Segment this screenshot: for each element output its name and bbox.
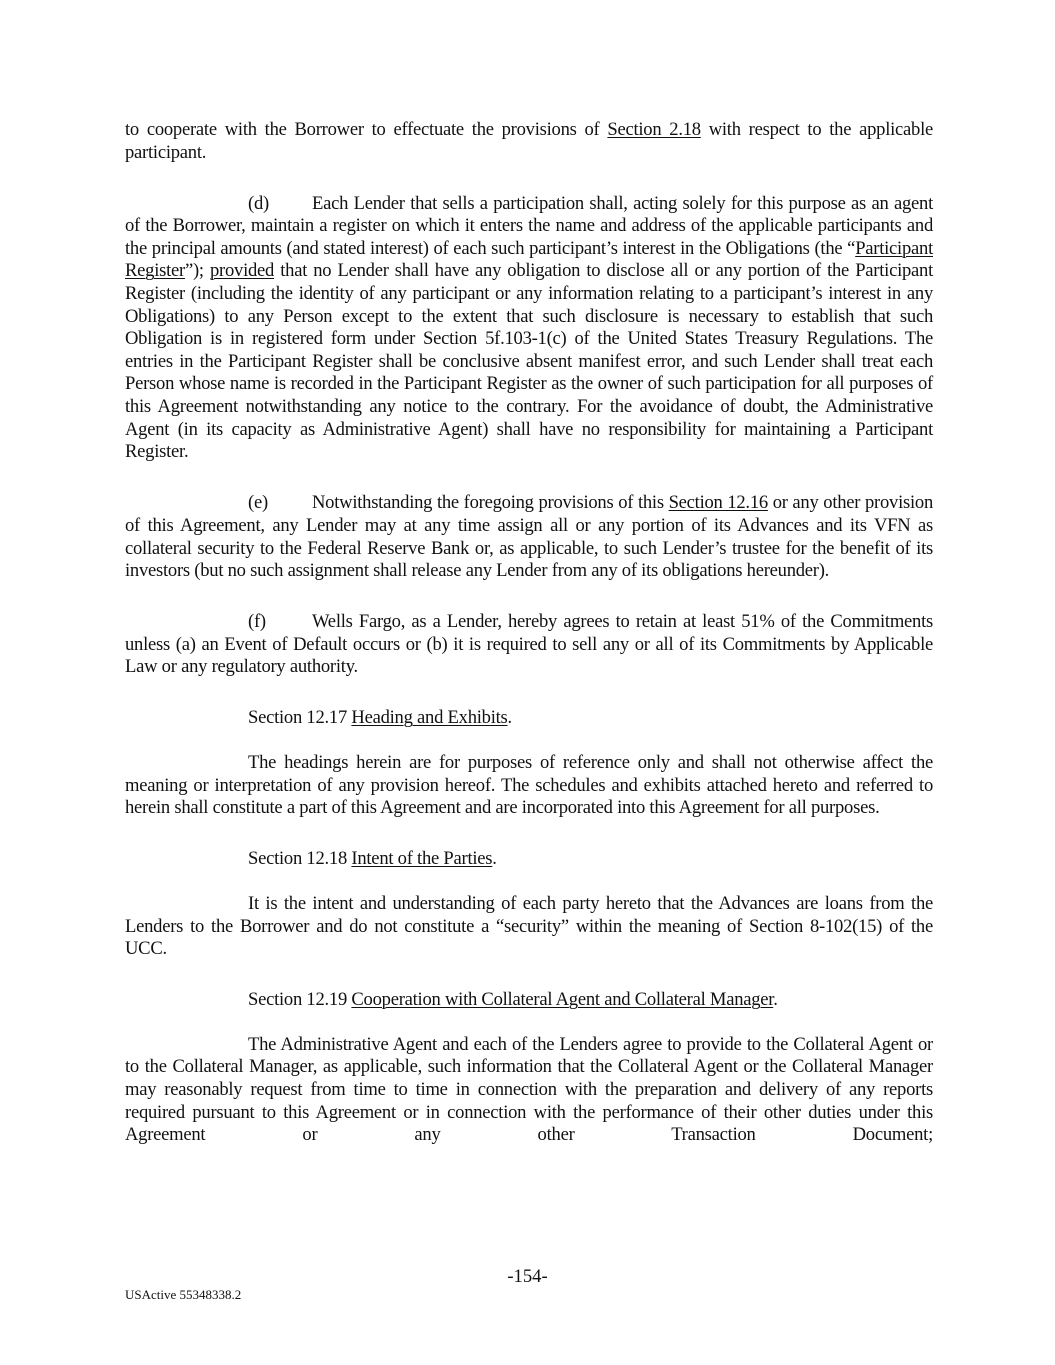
text-segment: Wells Fargo, as a Lender, hereby agrees to retain at least 51% of the Commitments unless (a) an Event of Default occurs or (b) it is required to sell any or all of its Commitments by Applicable Law or any regulatory authority. — [125, 611, 933, 678]
text-segment: Each Lender that sells a participation shall, acting solely for this purpose as an agent of the Borrower, maintain a register on which it enters the name and address of the applicable participants and the principal amounts (and stated interest) of each such participant’s interest in the Obligations (the “ — [125, 192, 933, 259]
section-heading — [248, 848, 933, 871]
paragraph — [125, 119, 933, 164]
paragraph-label: (d) — [248, 192, 269, 214]
text-segment: The headings herein are for purposes of reference only and shall not otherwise affect the meaning or interpretation of any provision hereof. The schedules and exhibits attached hereto and referred to herein shall constitute a part of this Agreement and are incorporated into this Agreement for all purposes. — [125, 752, 933, 819]
paragraph-label: (f) — [248, 611, 266, 633]
section-heading — [248, 989, 933, 1012]
text-segment: Section 12.18 — [248, 848, 352, 870]
underlined-term: Section 2.18 — [607, 119, 701, 140]
text-segment: . — [507, 707, 512, 729]
section-heading — [248, 707, 933, 730]
document-body — [125, 119, 933, 1175]
text-segment: . — [492, 848, 497, 870]
paragraph — [125, 611, 933, 679]
underlined-term: Section 12.16 — [668, 492, 768, 514]
paragraph — [125, 492, 933, 582]
text-segment: ”); — [184, 260, 210, 282]
paragraph — [125, 1034, 933, 1147]
text-segment: Notwithstanding the foregoing provisions of this — [312, 492, 669, 514]
paragraph — [125, 752, 933, 820]
text-segment: Section 12.19 — [248, 989, 352, 1011]
paragraph-label: (e) — [248, 492, 268, 514]
text-segment: It is the intent and understanding of each party hereto that the Advances are loans from the Lenders to the Borrower and do not constitute a “security” within the meaning of Section 8-102(15) of the UCC. — [125, 892, 933, 960]
text-segment: . — [773, 989, 778, 1011]
paragraph — [125, 893, 933, 961]
text-segment: The Administrative Agent and each of the Lenders agree to provide to the Collateral Agent or to the Collateral Manager, as applicable, such information that the Collateral Agent or the Collateral Manager may reasonably request from time to time in connection with the preparation and delivery of any reports required pursuant to this Agreement or in connection with the performance of their other duties under this Agreement or any other Transaction Document; — [125, 1033, 933, 1146]
underlined-term: Heading and Exhibits — [351, 707, 508, 729]
underlined-term: provided — [209, 260, 275, 282]
document-id: USActive 55348338.2 — [125, 1287, 242, 1302]
page-number: -154- — [507, 1266, 548, 1287]
text-segment: to cooperate with the Borrower to effectuate the provisions of — [125, 119, 608, 140]
underlined-term: Intent of the Parties — [351, 848, 493, 870]
underlined-term: Cooperation with Collateral Agent and Collateral Manager — [351, 989, 774, 1011]
text-segment: with respect to the applicable participant. — [125, 119, 934, 163]
text-segment: that no Lender shall have any obligation to disclose all or any portion of the Participant Register (including the identity of any participant or any information relating to a participant’s interest in any Obligations) to any Person except to the extent that such disclosure is necessary to establish that such Obligation is in registered form under Section 5f.103-1(c) of the United States Treasury Regulations. The entries in the Participant Register shall be conclusive absent manifest error, and such Lender shall treat each Person whose name is recorded in the Participant Register as the owner of such participation for all purposes of this Agreement notwithstanding any notice to the contrary. For the avoidance of doubt, the Administrative Agent (in its capacity as Administrative Agent) shall have no responsibility for maintaining a Participant Register. — [125, 260, 933, 463]
paragraph — [125, 193, 933, 464]
text-segment: or any other provision of this Agreement, any Lender may at any time assign all or any portion of its Advances and its VFN as collateral security to the Federal Reserve Bank or, as applicable, to such Lender’s trustee for the benefit of its investors (but no such assignment shall release any Lender from any of its obligations hereunder). — [125, 492, 933, 582]
underlined-term: Participant Register — [125, 237, 933, 282]
text-segment: Section 12.17 — [248, 707, 352, 729]
